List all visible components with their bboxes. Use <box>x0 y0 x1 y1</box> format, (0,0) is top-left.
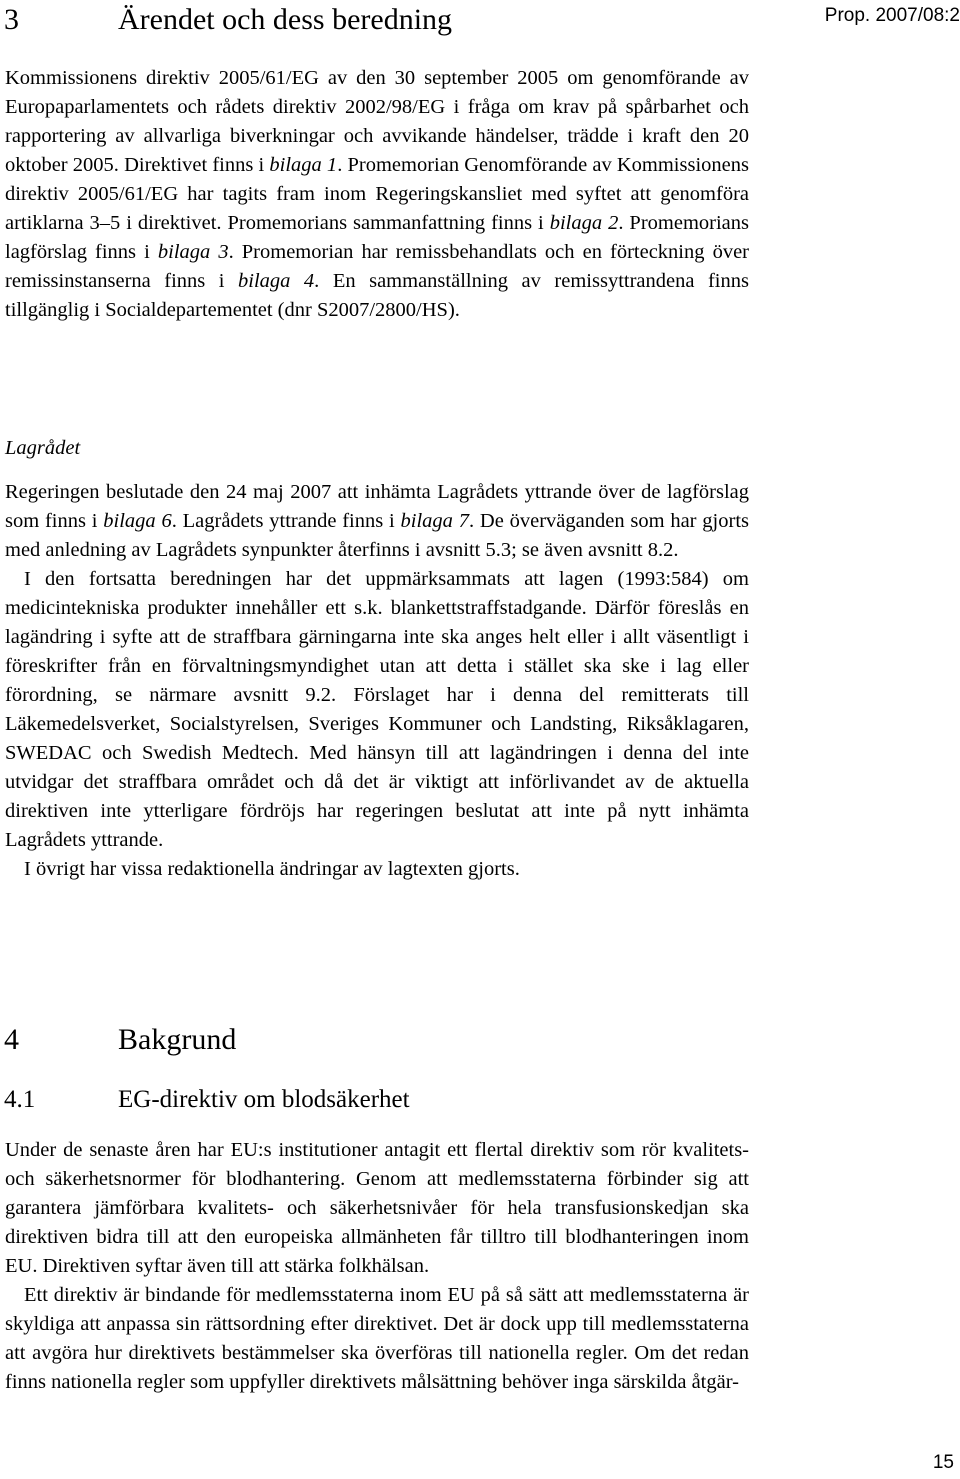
bilaga-3-ref: bilaga 3 <box>157 241 229 263</box>
section-4-1-number: 4.1 <box>4 1086 36 1113</box>
lagradet-text-2: . Lagrådets yttrande finns i <box>171 510 401 532</box>
bakgrund-section <box>5 1136 749 1397</box>
intro-text-4: . Promemorian har remissbehandlats och en förteckning över remissinstanserna finns i <box>5 241 749 292</box>
page-number: 15 <box>932 1452 954 1473</box>
intro-section <box>5 64 749 325</box>
lagradet-section <box>5 478 749 884</box>
section-4-1-heading <box>4 1083 410 1117</box>
chapter-4-heading <box>4 1018 236 1062</box>
chapter-title: Ärendet och dess beredning <box>118 3 453 36</box>
intro-text-5: . En sammanställning av remissyttrandena finns tillgänglig i Socialdepartementet (dnr S2007/2800/HS). <box>5 270 749 321</box>
section-4-1-title: EG-direktiv om blodsäkerhet <box>118 1086 410 1113</box>
bilaga-4-ref: bilaga 4 <box>238 270 315 292</box>
bilaga-2-ref: bilaga 2 <box>549 212 619 234</box>
chapter-4-number: 4 <box>4 1023 19 1056</box>
chapter-heading <box>4 0 452 40</box>
bakgrund-paragraph-1: Under de senaste åren har EU:s institutioner antagit ett flertal direktiv som rör kvalitets- och säkerhetsnormer för blodhantering. Genom att medlemsstaterna förbinder sig att garantera jämförbara kvalitets- och säkerhetsnivåer för hela transfusionskedjan ska direktiven bidra till att den europeiska allmänheten får tilltro till blodhanteringen inom EU. Direktiven syftar även till att stärka folkhälsan. <box>5 1139 749 1277</box>
bakgrund-paragraph-2: Ett direktiv är bindande för medlemsstaterna inom EU på så sätt att medlemsstaterna är skyldiga att anpassa sin rättsordning efter direktivet. Det är dock upp till medlemsstaterna att avgöra hur direktivets bestämmelser ska överföras till nationella regler. Om det redan finns nationella regler som uppfyller direktivets målsättning behöver inga särskilda åtgär- <box>5 1284 749 1393</box>
intro-text-2: . Promemorian Genomförande av Kommissionens direktiv 2005/61/EG har tagits fram inom Regeringskansliet med syftet att genomföra artiklarna 3–5 i direktivet. Promemorians sammanfattning finns i <box>5 154 749 234</box>
chapter-number: 3 <box>4 3 19 36</box>
bilaga-1-ref: bilaga 1 <box>269 154 338 176</box>
proposition-reference: Prop. 2007/08:2 <box>824 5 960 26</box>
lagradet-paragraph-2: I den fortsatta beredningen har det uppmärksammats att lagen (1993:584) om medicintekniska produkter innehåller ett s.k. blankettstraffstadgande. Därför föreslås en lagändring i syfte att de straffbara gärningarna inte ska anges helt eller i allt väsentligt i föreskrifter från en förvaltningsmyndighet utan att detta i stället ska ske i lag eller förordning, se närmare avsnitt 9.2. Förslaget har i denna del remitterats till Läkemedelsverket, Socialstyrelsen, Sveriges Kommuner och Landsting, Riksåklagaren, SWEDAC och Swedish Medtech. Med hänsyn till att lagändringen i denna del inte utvidgar det straffbara området och då det är viktigt att införlivandet av de aktuella direktiven inte ytterligare fördröjs har regeringen beslutat att inte på nytt inhämta Lagrådets yttrande. <box>5 568 749 851</box>
lagradet-text-1: Regeringen beslutade den 24 maj 2007 att inhämta Lagrådets yttrande över de lagförslag som finns i <box>5 481 749 532</box>
lagradet-subheading: Lagrådet <box>5 437 81 459</box>
lagradet-paragraph-3: I övrigt har vissa redaktionella ändringar av lagtexten gjorts. <box>24 858 520 880</box>
intro-paragraph <box>5 64 749 325</box>
intro-text-3: . Promemorians lagförslag finns i <box>5 212 749 263</box>
bilaga-6-ref: bilaga 6 <box>103 510 172 532</box>
lagradet-text-3: . De överväganden som har gjorts med anledning av Lagrådets synpunkter återfinns i avsnitt 5.3; se även avsnitt 8.2. <box>5 510 749 561</box>
bilaga-7-ref: bilaga 7 <box>400 510 469 532</box>
lagradet-paragraph-1 <box>5 478 749 565</box>
intro-text-1: Kommissionens direktiv 2005/61/EG av den 30 september 2005 om genomförande av Europaparlamentets och rådets direktiv 2002/98/EG i fråga om krav på spårbarhet och rapportering av allvarliga biverkningar och avvikande händelser, trädde i kraft den 20 oktober 2005. Direktivet finns i <box>5 67 749 176</box>
chapter-4-title: Bakgrund <box>118 1023 237 1056</box>
